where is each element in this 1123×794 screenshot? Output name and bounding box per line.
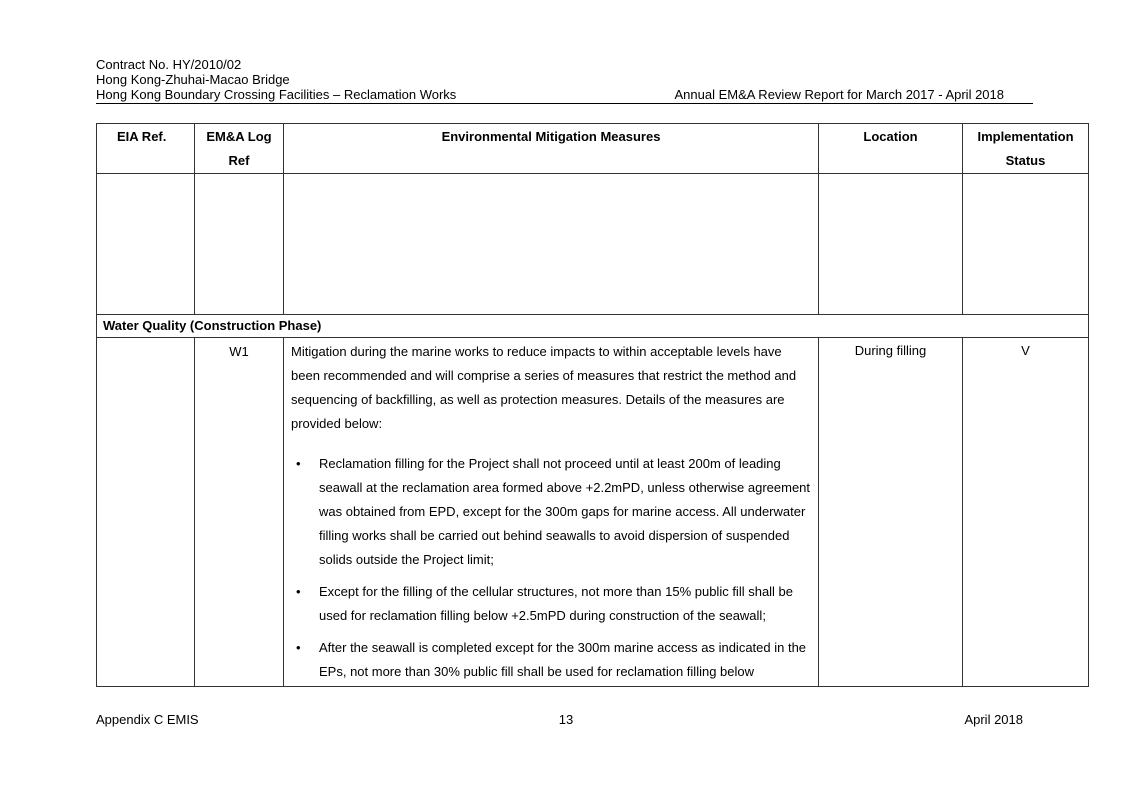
list-item [291,580,810,628]
empty-cell [97,174,195,315]
list-item [291,636,810,684]
page-number: 13 [558,712,574,727]
col-header-location: Location [819,124,963,174]
eia-ref-cell [97,338,195,687]
bullet-icon: • [296,640,301,656]
footer-date: April 2018 [964,712,1023,727]
bullet-icon: • [296,584,301,600]
contract-number: Contract No. HY/2010/02 [96,57,242,72]
empty-cell [819,174,963,315]
list-item [291,452,810,572]
measures-cell [284,338,819,687]
empty-row [97,174,1089,315]
list-item-text: Except for the filling of the cellular structures, not more than 15% public fill shall be used for reclamation filling below +2.5mPD during construction of the seawall; [319,584,794,624]
emis-table [96,123,1089,687]
section-row [97,315,1089,338]
section-title: Water Quality (Construction Phase) [97,315,1089,338]
measures-list [291,452,810,684]
bullet-icon: • [296,456,301,472]
empty-cell [963,174,1089,315]
appendix-label: Appendix C EMIS [96,712,199,727]
project-name: Hong Kong-Zhuhai-Macao Bridge [96,72,290,87]
col-header-status-line1: Implementation [977,129,1074,144]
col-header-log-ref [195,124,284,174]
works-title: Hong Kong Boundary Crossing Facilities – Reclamation Works [96,87,457,102]
header-divider [96,103,1033,104]
col-header-measures: Environmental Mitigation Measures [284,124,819,174]
location-cell: During filling [819,338,963,687]
empty-cell [284,174,819,315]
report-title: Annual EM&A Review Report for March 2017 - April 2018 [674,87,1004,102]
log-ref-cell: W1 [195,338,284,687]
col-header-eia-ref: EIA Ref. [97,124,195,174]
col-header-log-ref-line1: EM&A Log [206,129,272,144]
list-item-text: Reclamation filling for the Project shall not proceed until at least 200m of leading seawall at the reclamation area formed above +2.2mPD, unless otherwise agreement was obtained from EPD, except for the 300m gaps for marine access. All underwater filling works shall be carried out behind seawalls to avoid dispersion of suspended solids outside the Project limit; [319,456,811,568]
table-header-row [97,124,1089,174]
col-header-status [963,124,1089,174]
table-row [97,338,1089,687]
col-header-status-line2: Status [1005,153,1046,168]
status-cell: V [963,338,1089,687]
col-header-log-ref-line2: Ref [228,153,250,168]
report-header [96,57,1033,102]
measures-intro: Mitigation during the marine works to reduce impacts to within acceptable levels have been recommended and will comprise a series of measures that restrict the method and sequencing of backfilling, as well as protection measures. Details of the measures are provided below: [291,344,797,432]
header-row [96,87,1033,102]
empty-cell [195,174,284,315]
list-item-text: After the seawall is completed except for the 300m marine access as indicated in the EPs, not more than 30% public fill shall be used for reclamation filling below [319,640,807,680]
